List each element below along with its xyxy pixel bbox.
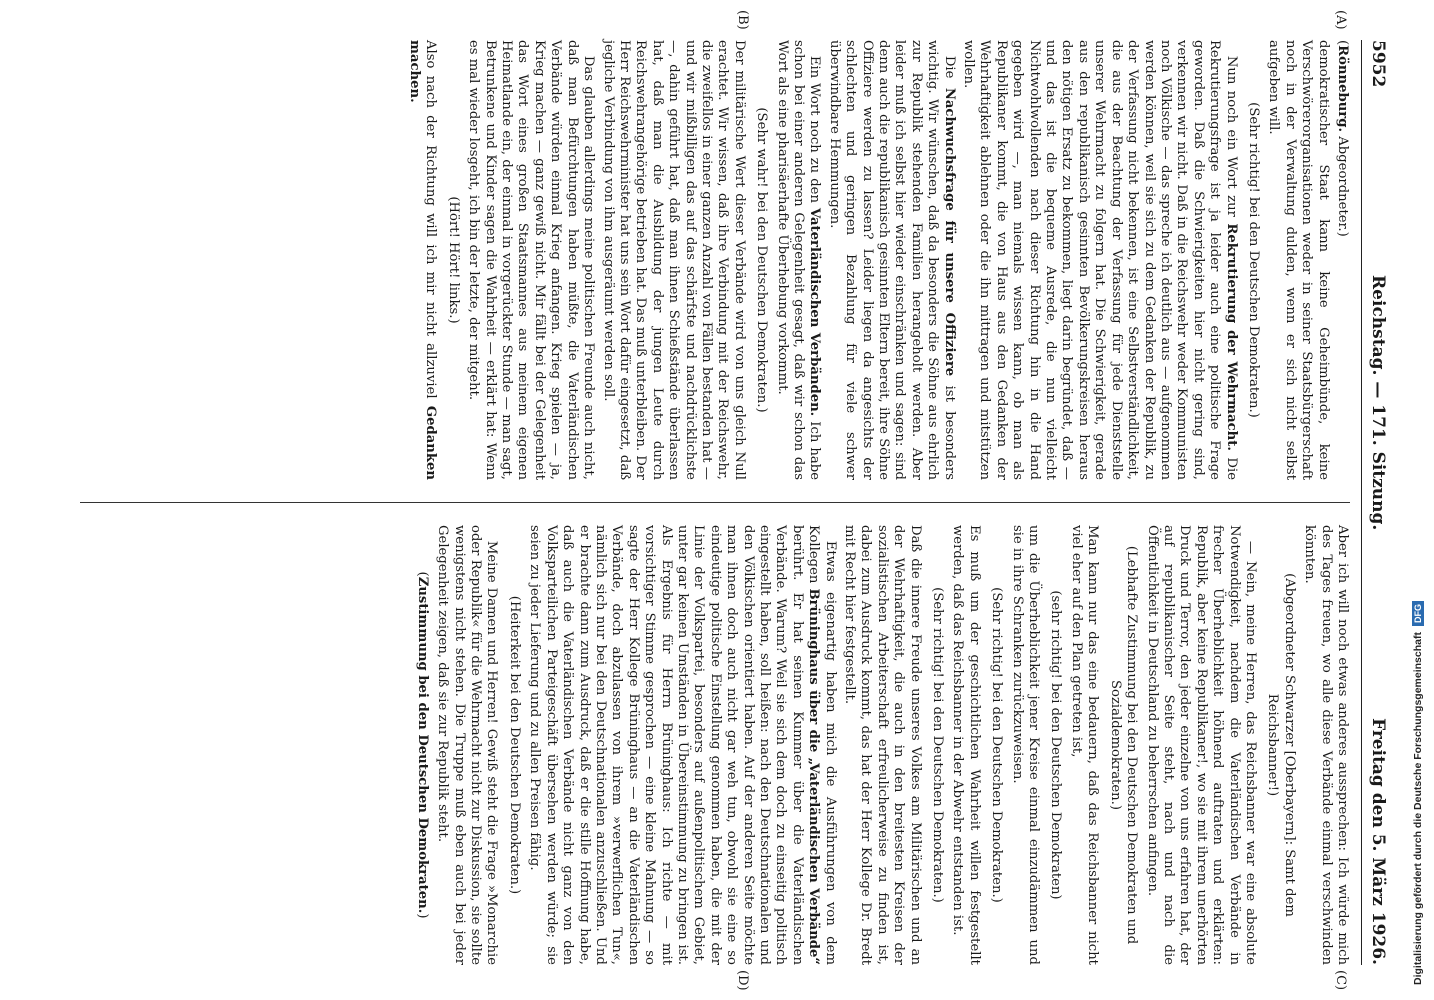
- right-paragraph: (Sehr richtig! bei den Deutschen Demokraten.): [989, 587, 1005, 903]
- funding-note-text: Digitalisierung gefördert durch die Deutsche Forschungsgemeinschaft: [1412, 632, 1424, 985]
- right-paragraph: (Zustimmung bei den Deutschen Demokraten.): [414, 571, 430, 919]
- right-paragraph: Man kann nur das eine bedauern, daß das Reichsbanner nicht viel eher auf den Plan getreten ist,: [1068, 525, 1101, 965]
- margin-marker-a: (A): [1333, 10, 1348, 30]
- session-date: Freitag den 5. März 1926.: [1368, 718, 1388, 965]
- session-title: Reichstag. — 171. Sitzung.: [1368, 275, 1388, 531]
- left-paragraph: (Rönneburg. Abgeordneter.): [1335, 40, 1350, 237]
- right-paragraph: um die Überheblichkeit jener Kreise einmal einzudämmen und sie in ihre Schranken zurückzuweisen.: [1009, 525, 1042, 965]
- page-number: 5952: [1368, 40, 1388, 88]
- page-header: [1366, 40, 1390, 965]
- margin-marker-b: (B): [735, 10, 750, 30]
- left-paragraph: (Sehr richtig! bei den Deutschen Demokraten.): [1245, 102, 1261, 418]
- left-paragraph: (Hört! Hört! links.): [445, 196, 461, 324]
- left-paragraph: Das glauben allerdings meine politischen Freunde auch nicht, daß man Befürchtungen haben müßte, die Vaterländischen Verbände würden einmal Krieg anfangen. Krieg spielen — ja, Krieg machen — ganz gewiß nicht. Mir fällt bei der Gelegenheit das Wort eines großen Staatsmannes aus meinem eigenen Heimatlande ein, der einmal in vorgerückter Stunde — man sagt, Betrunkene und Kinder sagen die Wahrheit — erklärt hat: Wenn es mal wieder losgeht, ich bin der letzte, der mitgeht.: [466, 40, 597, 480]
- right-paragraph: Aber ich will noch etwas anderes aussprechen: Ich würde mich des Tages freuen, wo alle diese Verbände einmal verschwinden könnten.: [1302, 525, 1350, 965]
- right-paragraph: (Heiterkeit bei den Deutschen Demokraten.): [506, 595, 522, 895]
- margin-marker-d: (D): [735, 970, 750, 991]
- left-paragraph: Der militärische Wert dieser Verbände wird von uns gleich Null erachtet. Wir wissen, daß ihre Verbindung mit der Reichswehr, die zweifellos in einer ganzen Anzahl von Fällen bestanden hat — und wir mißbilligen das auf das schärfste und nachdrücklichste —, dahin geführt hat, daß man ihnen Schießstände überlassen hat, daß man die Ausbildung der jungen Leute durch Reichswehrangehörige betrieben hat. Das muß unterbleiben. Der Herr Reichswehrminister hat uns sein Wort dafür eingesetzt, daß jegliche Verbindung von ihm ausgeräumt werden soll.: [600, 40, 747, 480]
- funding-note: [1412, 601, 1424, 985]
- rotated-page-content: [60, 10, 1390, 991]
- left-paragraph: (Sehr wahr! bei den Deutschen Demokraten.): [754, 107, 770, 413]
- margin-marker-c: (C): [1333, 970, 1348, 991]
- right-paragraph: — Nein, meine Herren, das Reichsbanner war eine absolute Notwendigkeit, nachdem die Vaterländischen Verbände in frecher Überheblichkeit höhnend auftraten und erklärten: Republik, aber keine Republikaner!, wo sie mit ihrem unerhörten Druck und Terror, den jeder einzelne von uns erfahren hat, der auf republikanischer Seite steht, nach und nach die Öffentlichkeit in Deutschland zu beherrschen anfingen.: [1144, 525, 1258, 965]
- left-paragraph: demokratischer Staat kann keine Geheimbünde, keine Verschwörerorganisationen weder in seiner Staatsbürgerschaft noch in der Verwaltung dulden, wenn er sich nicht selbst aufgeben will.: [1266, 40, 1331, 480]
- scanned-page: [60, 10, 1390, 991]
- dfg-logo: DFG: [1412, 601, 1424, 626]
- left-paragraph: Also nach der Richtung will ich mir nicht allzuviel Gedanken machen.: [407, 40, 439, 480]
- left-paragraph: Ein Wort noch zu den Vaterländischen Verbänden. Ich habe schon bei einer anderen Gelegenheit gesagt, daß wir schon das Wort als eine pharisäerhafte Überhebung vorkommt.: [774, 40, 823, 480]
- left-paragraph: Nun noch ein Wort zur Rekrutierung der Wehrmacht. Die Rekrutierungsfrage ist ja leider auch eine politische Frage geworden. Daß die Schwierigkeiten hier nicht gering sind, verkennen wir nicht. Daß in die Reichswehr weder Kommunisten noch Völkische — das spreche ich deutlich aus — aufgenommen werden können, weil sie sich zu dem Gedanken der Republik, zu der Verfassung nicht bekennen, ist eine Selbstverständlichkeit, die aus der Beachtung der Verfassung für jede Dienststelle unserer Wehrmacht zu folgern hat. Die Schwierigkeit, gerade aus den republikanisch gesinnten Bevölkerungskreisen heraus den nötigen Ersatz zu bekommen, liegt darin begründet, daß — und das ist die bequeme Ausrede, die nun vielleicht Nichtwohlwollenden nach dieser Richtung hin in die Hand gegeben wird —, man niemals wissen kann, ob man als Republikaner kommt, die von Haus aus den Gedanken der Wehrhaftigkeit ablehnen oder die ihn mittragen und mitstützen wollen.: [961, 40, 1239, 480]
- left-paragraph: Die Nachwuchsfrage für unsere Offiziere ist besonders wichtig. Wir wünschen, daß da besonders die Söhne aus ehrlich zur Republik stehenden Familien herangeholt werden. Aber leider muß ich selbst hier wieder einschränken und sagen: sind denn auch die republikanisch gesinnten Eltern bereit, ihre Söhne Offiziere werden zu lassen? Leider liegen da angesichts der schlechten und geringen Bezahlung für viele schwer überwindbare Hemmungen.: [826, 40, 957, 481]
- right-paragraph: (Lebhafte Zustimmung bei den Deutschen Demokraten und Sozialdemokraten.): [1107, 545, 1140, 945]
- right-paragraph: Es muß um der geschichtlichen Wahrheit willen festgestellt werden, daß das Reichsbanner in der Abwehr entstanden ist.: [950, 525, 982, 965]
- right-paragraph: Etwas eigenartig haben mich die Ausführungen von dem Kollegen Brüninghaus über die „Vaterländischen Verbände“ berührt. Er hat seinen Kummer über die Vaterländischen Verbände. Warum? Weil sie sich dem doch zu einseitig politisch eingestellt haben, soll heißen: nach den Deutschnationalen und den Völkischen orientiert haben. Auf der anderen Seite möchte man ihnen doch auch nicht gar weh tun, obwohl sie eine so eindeutige politische Einstellung genommen haben, die mit der Linie der Volkspartei, besonders auf außenpolitischem Gebiet, unter gar keinen Umständen in Übereinstimmung zu bringen ist. Als Ergebnis für Herrn Brüninghaus: Ich richte — mit vorsichtiger Stimme gesprochen — eine kleine Mahnung — so sagte der Herr Kollege Brüninghaus — an die Vaterländischen Verbände, doch abzulassen von ihrem »verwerflichen Tun«, nämlich sich nur bei den Deutschnationalen anzuschließen. Und er brachte dann zum Ausdruck, daß er die stille Hoffnung habe, daß auch die Vaterländischen Verbände nicht ganz von den Volksparteilichen Parteigeschäft übersehen werden würde; sie seien zu jeder Lieferung und zu allen Preisen fähig.: [527, 525, 838, 966]
- right-paragraph: (Sehr richtig! bei den Deutschen Demokraten.): [930, 587, 946, 903]
- left-column: [70, 40, 1350, 480]
- right-column: [70, 525, 1350, 965]
- right-paragraph: (Abgeordneter Schwarzer [Oberbayern]: Samt dem Reichsbanner!): [1265, 573, 1297, 917]
- column-divider: [80, 502, 1350, 503]
- right-paragraph: (sehr richtig! bei den Deutschen Demokraten): [1048, 590, 1064, 900]
- header-rule: [1361, 40, 1362, 965]
- right-paragraph: Daß die innere Freude unseres Volkes am Militärischen und an der Wehrhaftigkeit, die auch in den breitesten Kreisen der sozialistischen Arbeiterschaft erfreulicherweise zu finden ist, dabei zum Ausdruck kommt, das hat der Herr Kollege Dr. Bredt mit Recht hier festgestellt.: [842, 525, 923, 965]
- right-paragraph: Meine Damen und Herren! Gewiß steht die Frage »Monarchie oder Republik« für die Wehrmacht nicht zur Diskussion, sie sollte wenigstens nicht stehen. Die Truppe muß eben auch bei jeder Gelegenheit zeigen, daß sie zur Republik steht.: [435, 525, 500, 965]
